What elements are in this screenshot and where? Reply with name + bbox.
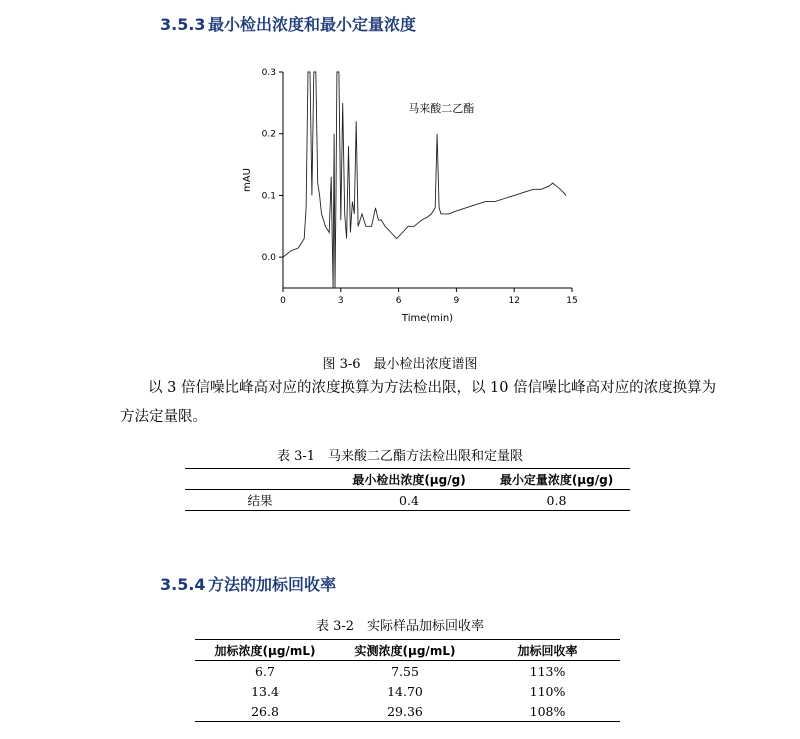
x-tick-label: 12 <box>508 296 520 306</box>
y-tick-label: 0.0 <box>261 253 276 264</box>
x-tick-label: 6 <box>395 296 402 306</box>
figure-caption: 图 3-6 最小检出浓度谱图 <box>322 357 478 372</box>
table-cell: 26.8 <box>251 703 279 719</box>
table-cell: 13.4 <box>251 683 279 699</box>
table-row <box>195 701 620 722</box>
table-header-row <box>195 640 620 661</box>
section-heading-3-5-3 <box>160 12 416 35</box>
table-row <box>195 661 620 682</box>
y-tick-label: 0.3 <box>261 68 276 78</box>
chromatogram-chart <box>230 60 590 330</box>
y-tick-label: 0.2 <box>261 129 276 140</box>
table-cell: 7.55 <box>391 663 419 679</box>
section-number: 3.5.4 <box>160 575 206 594</box>
x-tick-label: 3 <box>337 296 344 306</box>
table-row <box>195 681 620 701</box>
table-cell: 110% <box>529 683 566 699</box>
table-header-cell: 实测浓度(μg/mL) <box>354 643 456 658</box>
section-heading-3-5-4 <box>160 572 336 595</box>
table-cell: 108% <box>529 703 566 719</box>
y-axis-label: mAU <box>242 168 253 192</box>
table-header-cell <box>185 469 335 490</box>
peak-annotation: 马来酸二乙酯 <box>408 102 475 116</box>
section-title: 方法的加标回收率 <box>208 575 337 594</box>
table-header-cell: 加标浓度(μg/mL) <box>214 643 316 658</box>
table-cell: 0.8 <box>546 492 567 508</box>
recovery-table <box>195 639 620 722</box>
table-cell: 29.36 <box>387 703 423 719</box>
table-row <box>185 490 630 511</box>
table2-caption: 表 3-2 实际样品加标回收率 <box>315 619 485 634</box>
y-tick-label: 0.1 <box>261 191 276 202</box>
detection-limit-table <box>185 468 630 511</box>
x-tick-label: 15 <box>566 296 578 306</box>
table-cell: 14.70 <box>387 683 423 699</box>
table-cell: 结果 <box>247 493 273 508</box>
section-number: 3.5.3 <box>160 15 206 34</box>
table-cell: 0.4 <box>399 492 419 508</box>
table-cell: 6.7 <box>255 663 275 679</box>
x-axis-label: Time(min) <box>401 313 454 324</box>
table-cell: 113% <box>529 663 566 679</box>
table-header-cell: 最小定量浓度(μg/g) <box>499 472 614 487</box>
table-header-cell: 最小检出浓度(μg/g) <box>352 472 466 487</box>
x-tick-label: 9 <box>453 296 460 306</box>
table-header-row <box>185 469 630 490</box>
section-title: 最小检出浓度和最小定量浓度 <box>208 15 417 34</box>
table-header-cell: 加标回收率 <box>517 643 578 658</box>
body-paragraph: 以 3 倍信噪比峰高对应的浓度换算为方法检出限，以 10 倍信噪比峰高对应的浓度换算为方法定量限。 <box>120 380 717 425</box>
x-tick-label: 0 <box>280 296 286 306</box>
table1-caption: 表 3-1 马来酸二乙酯方法检出限和定量限 <box>276 449 524 464</box>
